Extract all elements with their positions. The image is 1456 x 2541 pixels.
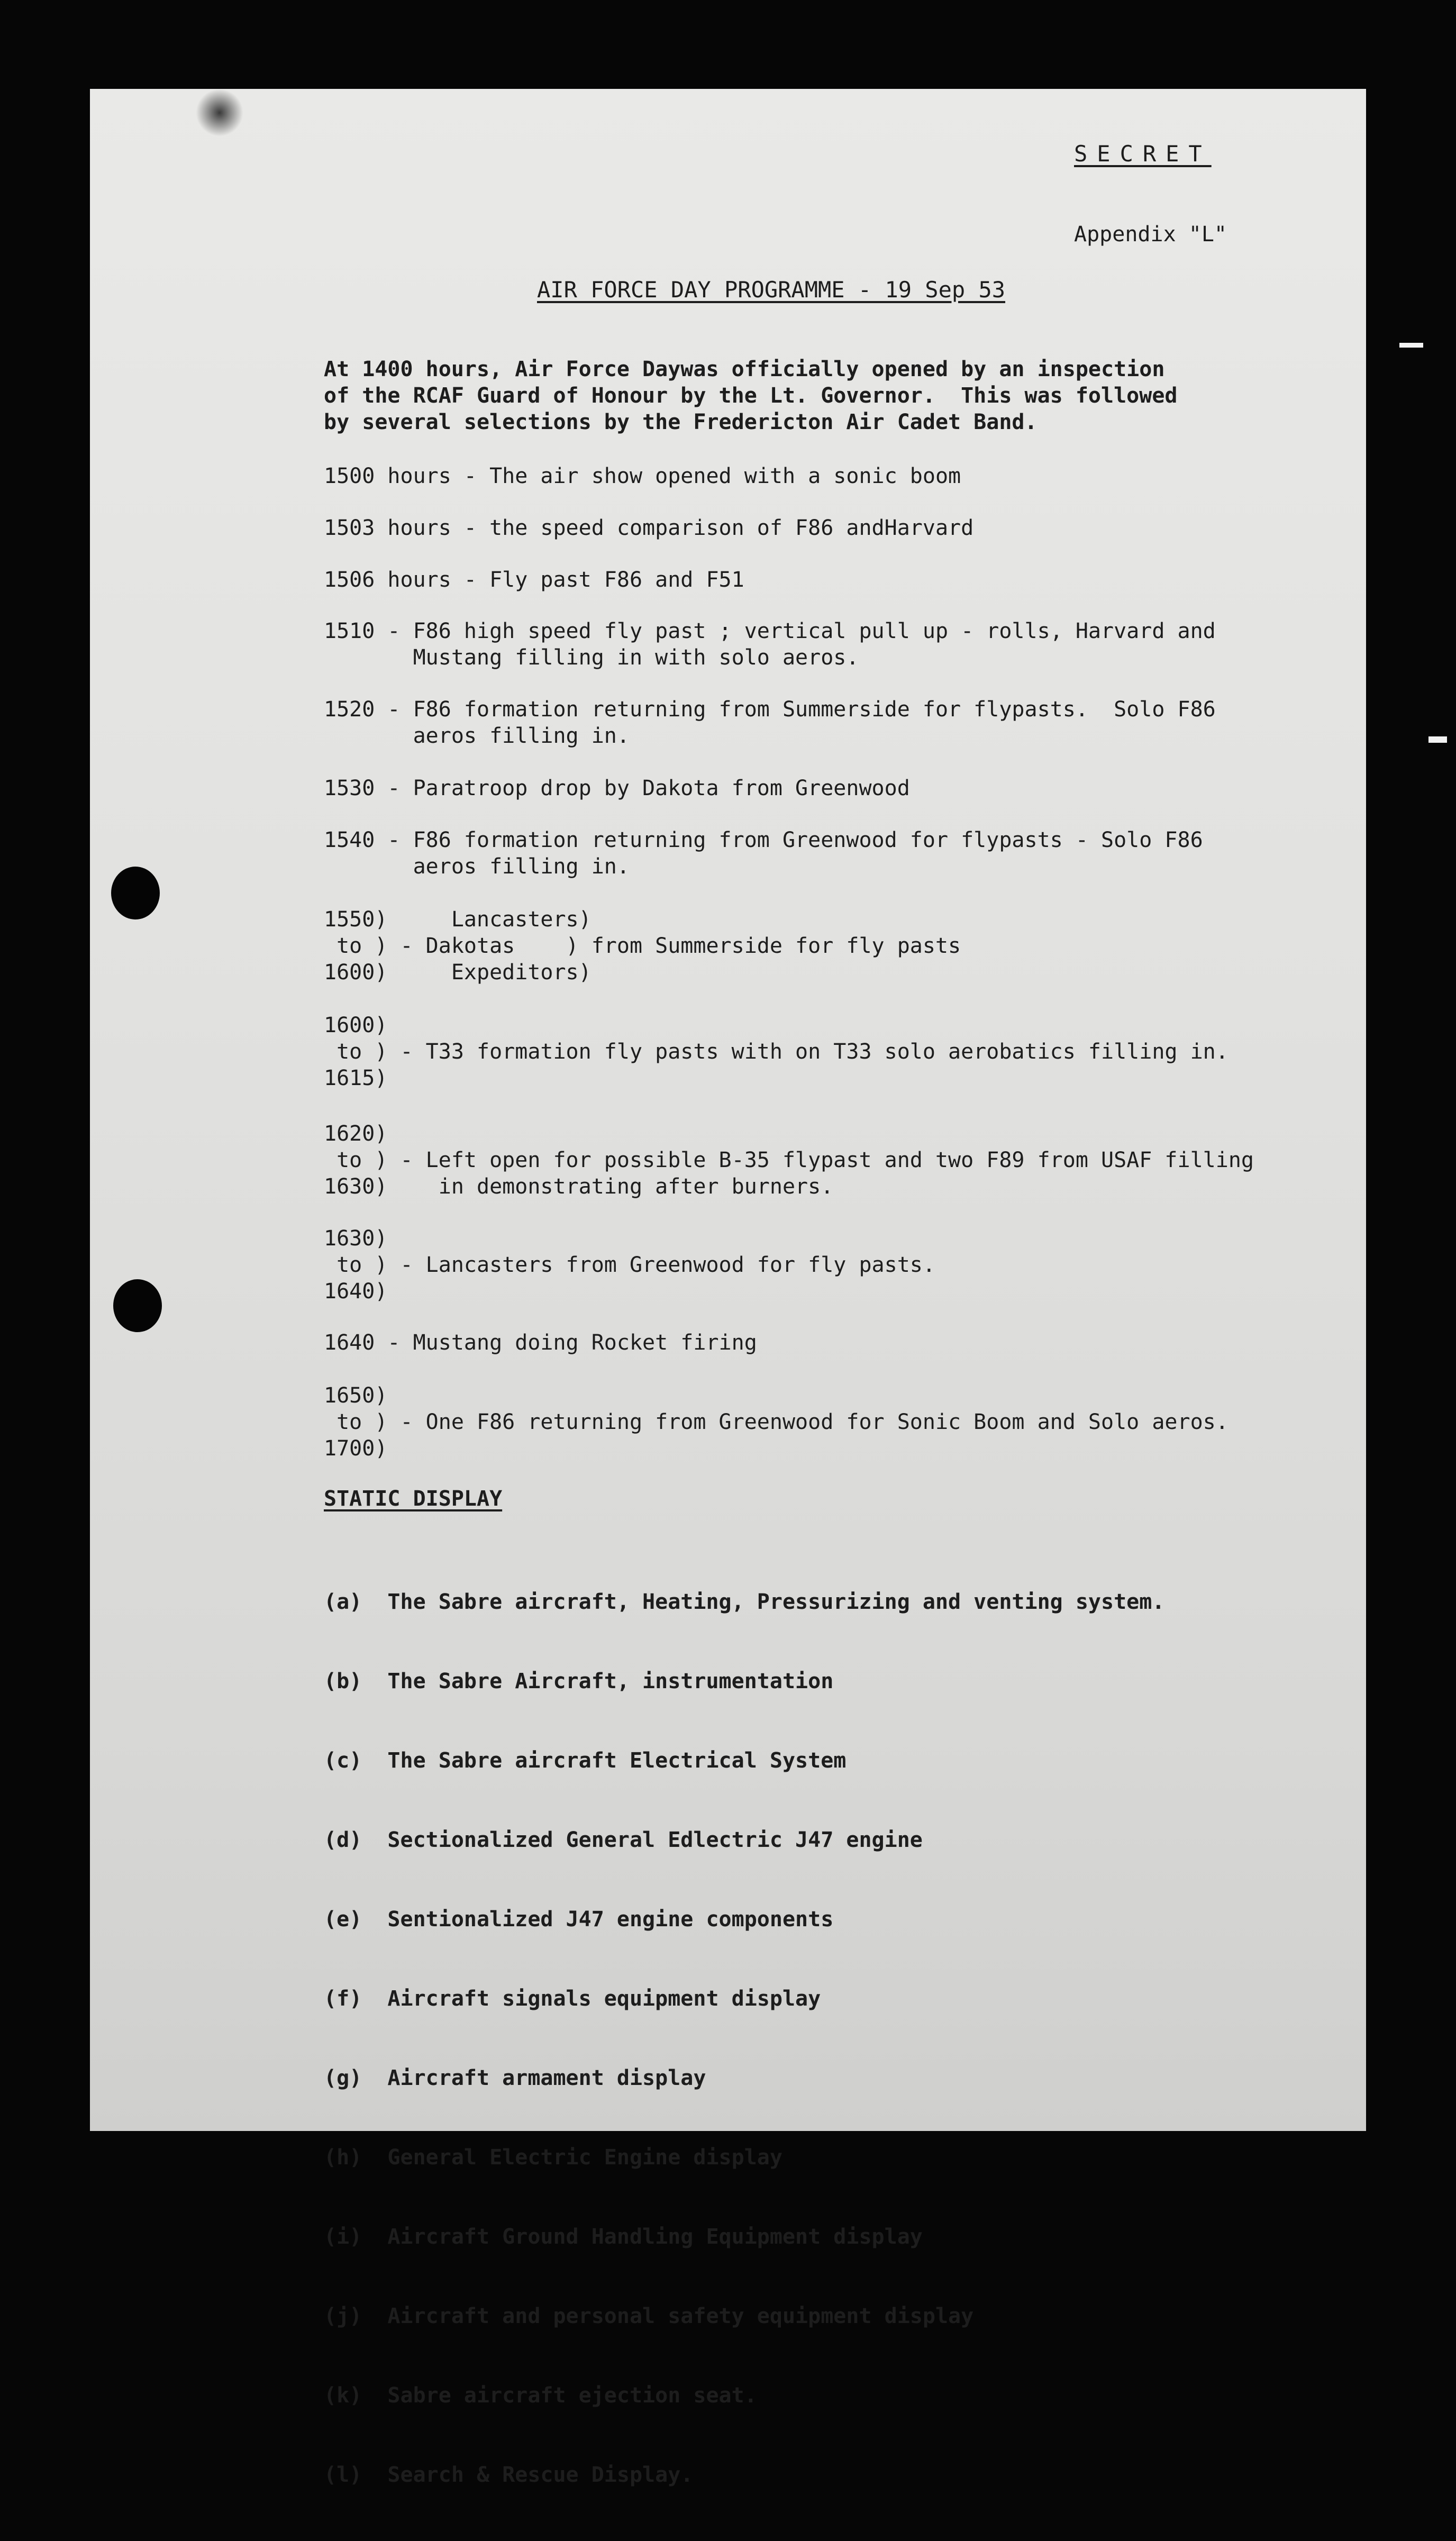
static-display-item: (k) Sabre aircraft ejection seat. — [324, 2383, 757, 2408]
schedule-entry: 1620) to ) - Left open for possible B-35 flypast and two F89 from USAF filling 1630) in demonstrating after burners. — [324, 1122, 1254, 1199]
static-display-item: (j) Aircraft and personal safety equipment display — [324, 2304, 974, 2328]
static-display-item: (d) Sectionalized General Edlectric J47 engine — [324, 1828, 923, 1852]
film-edge-mark — [1428, 736, 1447, 743]
static-display-heading: STATIC DISPLAY — [324, 1487, 503, 1511]
schedule-entry: 1540 - F86 formation returning from Greenwood for flypasts - Solo F86 aeros filling in. — [324, 828, 1203, 879]
schedule-entry: 1520 - F86 formation returning from Summerside for flypasts. Solo F86 aeros filling in. — [324, 697, 1216, 748]
static-display-item: (a) The Sabre aircraft, Heating, Pressurizing and venting system. — [324, 1590, 1165, 1614]
document-page — [90, 89, 1366, 2487]
appendix-label: Appendix "L" — [1074, 222, 1227, 247]
schedule-entry: 1500 hours - The air show opened with a sonic boom — [324, 464, 961, 488]
schedule-entry: 1503 hours - the speed comparison of F86 andHarvard — [324, 516, 974, 540]
schedule-entry: 1600) to ) - T33 formation fly pasts with on T33 solo aerobatics filling in. 1615) — [324, 1013, 1229, 1090]
intro-paragraph: At 1400 hours, Air Force Daywas officially opened by an inspection of the RCAF Guard of Honour by the Lt. Governor. This was followed by several selections by the Fredericton Air Cadet Band. — [324, 357, 1178, 434]
static-display-item: (l) Search & Rescue Display. — [324, 2463, 694, 2487]
schedule-entry: 1506 hours - Fly past F86 and F51 — [324, 568, 744, 592]
static-display-item: (h) General Electric Engine display — [324, 2145, 782, 2170]
static-display-item: (i) Aircraft Ground Handling Equipment display — [324, 2225, 923, 2249]
film-edge-mark — [1399, 343, 1423, 348]
classification-marking: SECRET — [1074, 141, 1212, 167]
static-display-item: (b) The Sabre Aircraft, instrumentation — [324, 1669, 834, 1693]
document-content — [90, 89, 1366, 2487]
schedule-entry: 1640 - Mustang doing Rocket firing — [324, 1331, 757, 1355]
schedule-entry: 1530 - Paratroop drop by Dakota from Greenwood — [324, 776, 910, 800]
static-display-item: (g) Aircraft armament display — [324, 2066, 706, 2090]
schedule-entry: 1510 - F86 high speed fly past ; vertical pull up - rolls, Harvard and Mustang filling in with solo aeros. — [324, 619, 1216, 670]
static-display-item: (c) The Sabre aircraft Electrical System — [324, 1748, 847, 1773]
page-title: AIR FORCE DAY PROGRAMME - 19 Sep 53 — [537, 277, 1006, 303]
static-display-item: (f) Aircraft signals equipment display — [324, 1987, 821, 2011]
static-display-list — [324, 1536, 1164, 2541]
schedule-entry: 1630) to ) - Lancasters from Greenwood for fly pasts. 1640) — [324, 1226, 935, 1304]
schedule-entry: 1550) Lancasters) to ) - Dakotas ) from Summerside for fly pasts 1600) Expeditors) — [324, 907, 961, 985]
schedule-entry: 1650) to ) - One F86 returning from Greenwood for Sonic Boom and Solo aeros. 1700) — [324, 1383, 1229, 1461]
static-display-item: (e) Sentionalized J47 engine components — [324, 1907, 834, 1932]
